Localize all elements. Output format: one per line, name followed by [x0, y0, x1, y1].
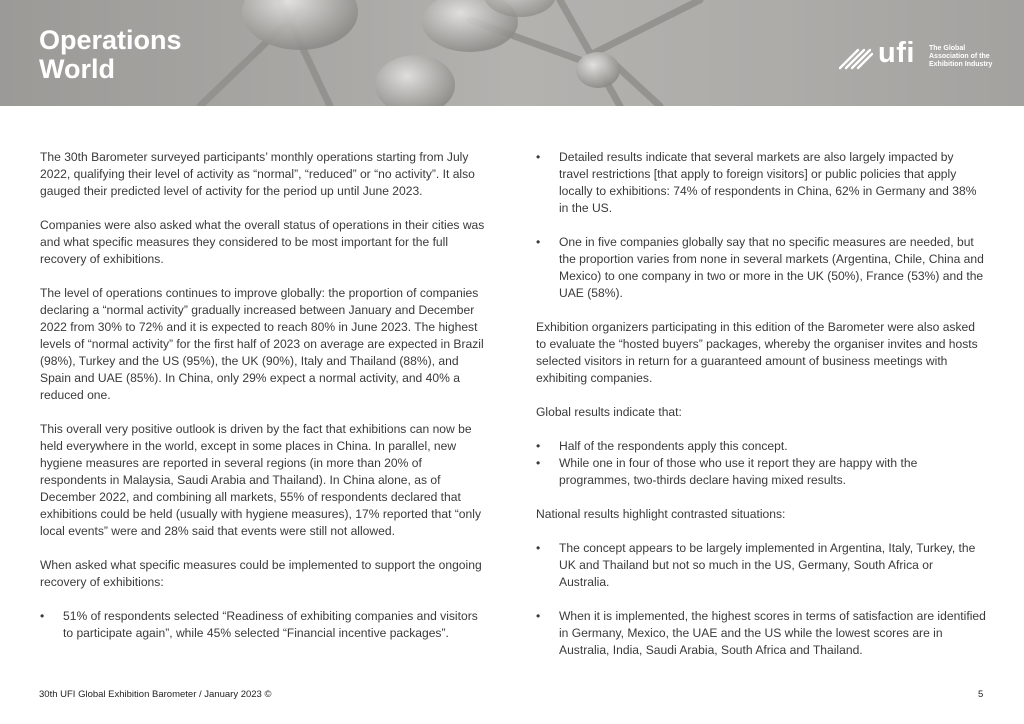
list-item: • Detailed results indicate that several markets are also largely impacted by travel restrictions [that apply to foreign visitors] or public policies that apply locally to exhibitions: 74% of respondents in China, 62% in Germany and 38% in the US. — [536, 149, 986, 217]
logo-tagline-line-1: The Global — [929, 45, 966, 52]
logo-stripes-icon — [838, 42, 874, 70]
title-line-2: World — [39, 54, 115, 84]
page-title — [39, 26, 182, 84]
logo-tagline-line-3: Exhibition Industry — [929, 61, 993, 68]
bullet-list — [40, 608, 490, 642]
paragraph: The level of operations continues to improve globally: the proportion of companies declaring a “normal activity” gradually increased between January and December 2022 from 30% to 72% and it is expected to reach 80% in June 2023. The highest levels of “normal activity” for the first half of 2023 on average are expected in Brazil (98%), Turkey and the US (95%), the UK (90%), Italy and Thailand (88%), and Spain and UAE (85%). In China, only 29% expect a normal activity, and 40% a reduced one. — [40, 286, 484, 402]
paragraph: When asked what specific measures could be implemented to support the ongoing recovery of exhibitions: — [40, 558, 482, 589]
ufi-logo — [838, 37, 998, 72]
bullet-list — [536, 540, 986, 659]
left-column — [40, 149, 490, 659]
right-column — [536, 149, 986, 676]
list-item: • One in five companies globally say that no specific measures are needed, but the proportion varies from none in several markets (Argentina, Chile, China and Mexico) to one company in two or more in the UK (50%), France (53%) and the UAE (58%). — [536, 234, 986, 302]
paragraph: Companies were also asked what the overall status of operations in their cities was and what specific measures they considered to be most important for the full recovery of exhibitions. — [40, 218, 485, 266]
list-item: • While one in four of those who use it report they are happy with the programmes, two-thirds declare having mixed results. — [536, 455, 986, 489]
bullet-list — [536, 438, 986, 489]
footer-source: 30th UFI Global Exhibition Barometer / January 2023 © — [39, 689, 272, 700]
paragraph: This overall very positive outlook is driven by the fact that exhibitions can now be held everywhere in the world, except in some places in China. In parallel, new hygiene measures are reported in several regions (in more than 20% of respondents in Malaysia, Saudi Arabia and Thailand). In China alone, as of December 2022, and combining all markets, 55% of respondents declared that exhibitions could be held (usually with hygiene measures), 17% reported that “only local events” were and 28% said that events were still not allowed. — [40, 422, 481, 538]
paragraph: National results highlight contrasted situations: — [536, 507, 786, 521]
list-item: • When it is implemented, the highest scores in terms of satisfaction are identified in Germany, Mexico, the UAE and the US while the lowest scores are in Australia, India, Saudi Arabia, South Africa and Thailand. — [536, 608, 986, 659]
bullet-list — [536, 149, 986, 302]
page-number: 5 — [978, 689, 984, 700]
paragraph: The 30th Barometer surveyed participants’ monthly operations starting from July 2022, qualifying their level of activity as “normal”, “reduced” or “no activity”. It also gauged their predicted level of activity for the period up until June 2023. — [40, 150, 475, 198]
paragraph: Exhibition organizers participating in this edition of the Barometer were also asked to evaluate the “hosted buyers” packages, whereby the organiser invites and hosts selected visitors in return for a guaranteed amount of business meetings with exhibiting companies. — [536, 320, 978, 385]
header-banner — [0, 0, 1024, 106]
logo-tagline — [929, 45, 1009, 69]
title-line-1: Operations — [39, 25, 182, 55]
list-item: • The concept appears to be largely implemented in Argentina, Italy, Turkey, the UK and Thailand but not so much in the US, Germany, South Africa or Australia. — [536, 540, 986, 591]
paragraph: Global results indicate that: — [536, 405, 682, 419]
logo-tagline-line-2: Association of the — [929, 53, 990, 60]
logo-wordmark: ufi — [878, 37, 915, 69]
list-item: • 51% of respondents selected “Readiness of exhibiting companies and visitors to participate again”, while 45% selected “Financial incentive packages”. — [40, 608, 490, 642]
list-item: • Half of the respondents apply this concept. — [536, 438, 986, 455]
